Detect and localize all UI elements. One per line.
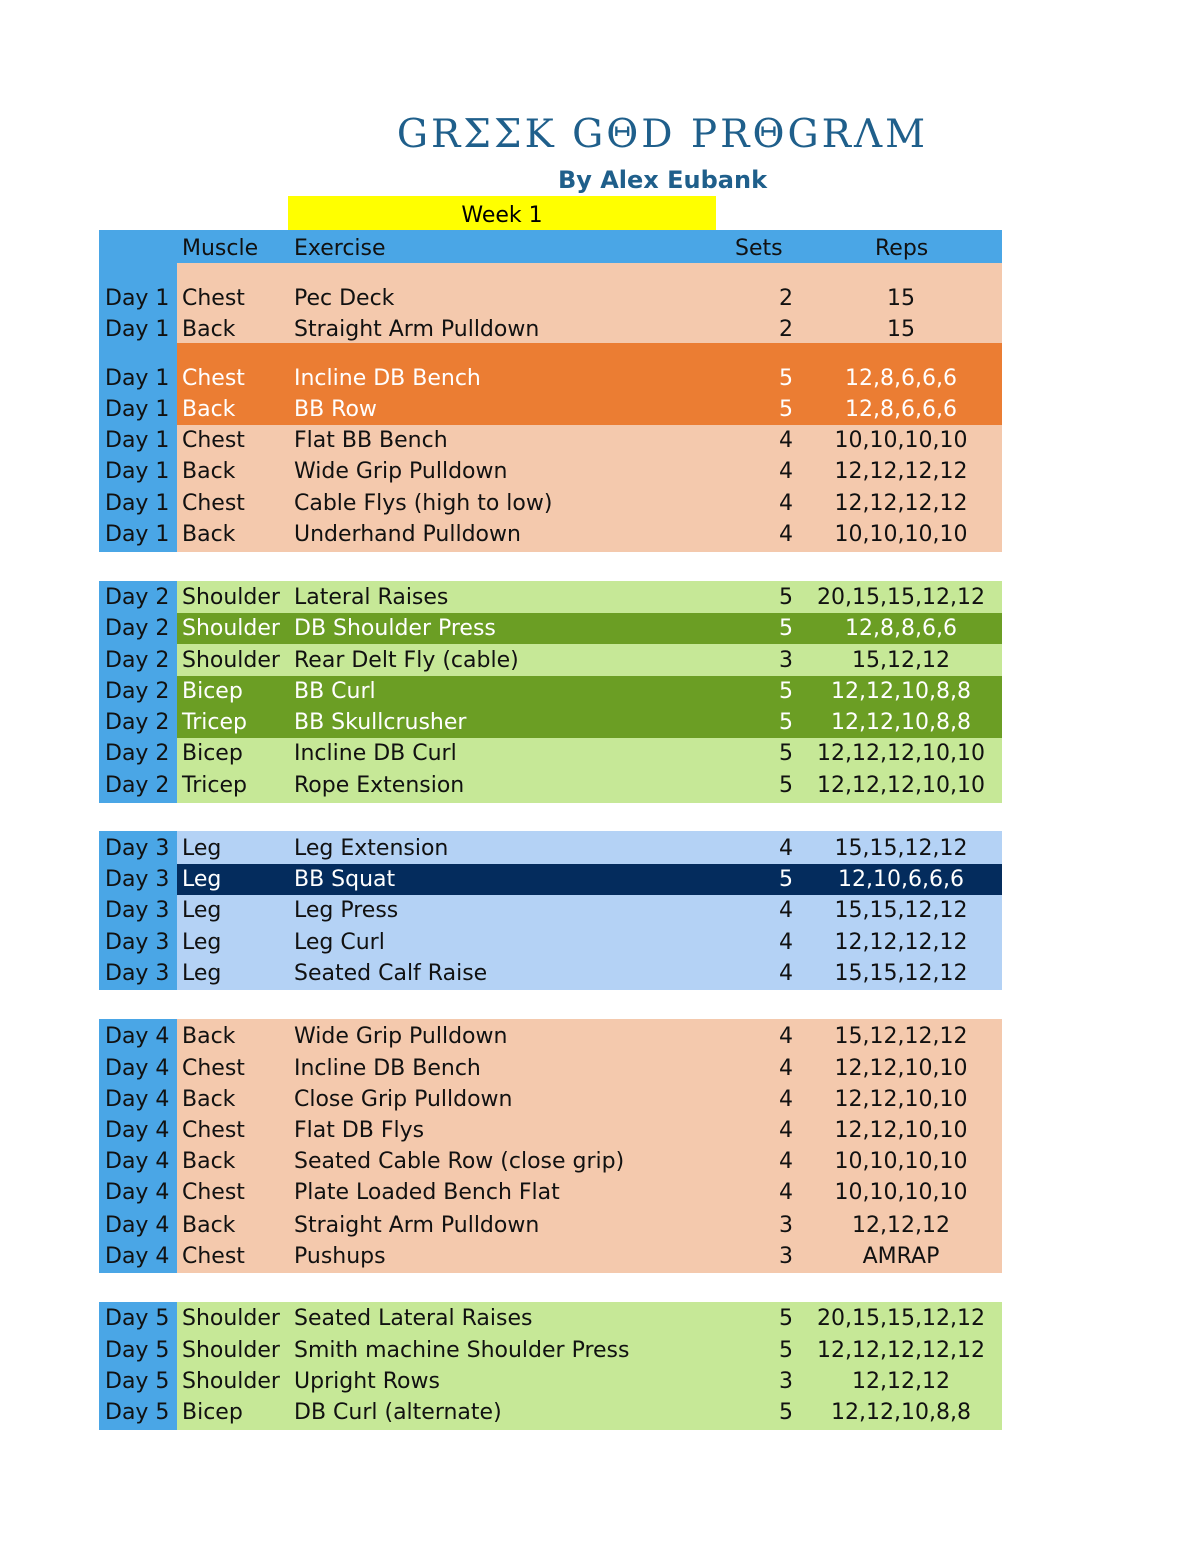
- day-cell: Day 1: [105, 366, 170, 391]
- muscle-cell: Chest: [182, 428, 245, 453]
- reps-cell: 12,12,10,8,8: [831, 710, 971, 735]
- table-row: [99, 425, 1002, 456]
- sets-cell: 4: [779, 1180, 793, 1205]
- reps-cell: 12,8,8,6,6: [845, 616, 957, 641]
- day-group-1: [99, 263, 1002, 552]
- sets-cell: 5: [779, 616, 793, 641]
- table-row: [99, 645, 1002, 676]
- day-cell: Day 4: [105, 1056, 170, 1081]
- sets-cell: 5: [779, 867, 793, 892]
- day-group-5: [99, 1302, 1002, 1430]
- sets-cell: 5: [779, 585, 793, 610]
- table-row: [99, 738, 1002, 769]
- muscle-cell: Back: [182, 522, 236, 547]
- day-cell: Day 3: [105, 836, 170, 861]
- reps-cell: 15,15,12,12: [834, 898, 968, 923]
- sets-cell: 4: [779, 1087, 793, 1112]
- day-cell: Day 1: [105, 317, 170, 342]
- sets-cell: 5: [779, 710, 793, 735]
- sets-cell: 4: [779, 836, 793, 861]
- reps-cell: 12,8,6,6,6: [845, 397, 957, 422]
- exercise-cell: Close Grip Pulldown: [294, 1087, 513, 1112]
- exercise-cell: Cable Flys (high to low): [294, 491, 553, 516]
- exercise-cell: Incline DB Curl: [294, 741, 457, 766]
- sets-cell: 4: [779, 961, 793, 986]
- reps-cell: 12,12,12,12: [834, 491, 968, 516]
- sets-cell: 5: [779, 397, 793, 422]
- reps-cell: 12,12,12,10,10: [817, 773, 985, 798]
- sets-cell: 5: [779, 679, 793, 704]
- day-cell: Day 4: [105, 1024, 170, 1049]
- day-cell: Day 3: [105, 898, 170, 923]
- day-cell: Day 4: [105, 1118, 170, 1143]
- sets-cell: 5: [779, 1400, 793, 1425]
- exercise-cell: BB Row: [294, 397, 377, 422]
- muscle-cell: Back: [182, 1024, 236, 1049]
- day-cell: Day 1: [105, 286, 170, 311]
- exercise-cell: Flat DB Flys: [294, 1118, 425, 1143]
- week-label: Week 1: [288, 196, 716, 230]
- reps-cell: 12,8,6,6,6: [845, 366, 957, 391]
- table-row: [99, 488, 1002, 519]
- day-cell: Day 3: [105, 867, 170, 892]
- author-subtitle: By Alex Eubank: [557, 166, 768, 194]
- table-row: [99, 1177, 1002, 1208]
- table-row: [99, 895, 1002, 926]
- exercise-cell: Leg Curl: [294, 930, 385, 955]
- sets-cell: 4: [779, 491, 793, 516]
- table-row: [99, 1021, 1002, 1052]
- day-cell: Day 4: [105, 1087, 170, 1112]
- table-row: [99, 1241, 1002, 1272]
- table-row: [99, 1397, 1002, 1428]
- exercise-cell: Upright Rows: [294, 1369, 440, 1394]
- sets-cell: 4: [779, 1118, 793, 1143]
- muscle-cell: Back: [182, 1213, 236, 1238]
- muscle-cell: Leg: [182, 961, 222, 986]
- day-cell: Day 4: [105, 1149, 170, 1174]
- muscle-cell: Back: [182, 397, 236, 422]
- reps-cell: 15,12,12: [852, 648, 950, 673]
- day-cell: Day 4: [105, 1180, 170, 1205]
- muscle-cell: Shoulder: [182, 648, 280, 673]
- reps-cell: 12,12,10,8,8: [831, 679, 971, 704]
- exercise-cell: Incline DB Bench: [294, 366, 481, 391]
- muscle-cell: Chest: [182, 1118, 245, 1143]
- reps-cell: 20,15,15,12,12: [817, 1306, 985, 1331]
- day-cell: Day 1: [105, 459, 170, 484]
- muscle-cell: Leg: [182, 867, 222, 892]
- reps-cell: 12,12,10,10: [834, 1118, 968, 1143]
- table-row: [99, 1210, 1002, 1241]
- sets-cell: 4: [779, 1149, 793, 1174]
- exercise-cell: Seated Calf Raise: [294, 961, 488, 986]
- table-row: [99, 314, 1002, 345]
- day-cell: Day 5: [105, 1400, 170, 1425]
- reps-cell: 12,12,12: [852, 1369, 950, 1394]
- header-muscle: Muscle: [182, 236, 259, 261]
- muscle-cell: Leg: [182, 836, 222, 861]
- muscle-cell: Chest: [182, 1244, 245, 1269]
- day-cell: Day 5: [105, 1306, 170, 1331]
- muscle-cell: Shoulder: [182, 585, 280, 610]
- exercise-cell: DB Shoulder Press: [294, 616, 496, 641]
- exercise-cell: BB Skullcrusher: [294, 710, 467, 735]
- exercise-cell: Pushups: [294, 1244, 386, 1269]
- reps-cell: 20,15,15,12,12: [817, 585, 985, 610]
- day-cell: Day 5: [105, 1338, 170, 1363]
- table-row: [99, 770, 1002, 801]
- header-exercise: Exercise: [294, 236, 386, 261]
- day-cell: Day 2: [105, 710, 170, 735]
- exercise-cell: Leg Press: [294, 898, 399, 923]
- day-group-2: [99, 581, 1002, 803]
- sets-cell: 5: [779, 773, 793, 798]
- muscle-cell: Leg: [182, 930, 222, 955]
- exercise-cell: DB Curl (alternate): [294, 1400, 502, 1425]
- reps-cell: 12,12,12: [852, 1213, 950, 1238]
- reps-cell: 12,12,12,12,12: [817, 1338, 985, 1363]
- table-row: [99, 582, 1002, 613]
- day-cell: Day 2: [105, 741, 170, 766]
- sets-cell: 2: [779, 317, 793, 342]
- sets-cell: 4: [779, 522, 793, 547]
- sets-cell: 4: [779, 1056, 793, 1081]
- exercise-cell: Seated Cable Row (close grip): [294, 1149, 625, 1174]
- exercise-cell: BB Curl: [294, 679, 376, 704]
- exercise-cell: Wide Grip Pulldown: [294, 459, 508, 484]
- table-row: [99, 1146, 1002, 1177]
- exercise-cell: Plate Loaded Bench Flat: [294, 1180, 560, 1205]
- table-row: [99, 707, 1002, 738]
- exercise-cell: Incline DB Bench: [294, 1056, 481, 1081]
- table-row: [99, 1053, 1002, 1084]
- reps-cell: 15,12,12,12: [834, 1024, 968, 1049]
- table-row: [99, 676, 1002, 707]
- day-cell: Day 1: [105, 397, 170, 422]
- day-cell: Day 2: [105, 773, 170, 798]
- reps-cell: AMRAP: [862, 1244, 940, 1269]
- reps-cell: 10,10,10,10: [834, 1180, 968, 1205]
- sets-cell: 5: [779, 1306, 793, 1331]
- exercise-cell: Seated Lateral Raises: [294, 1306, 533, 1331]
- sets-cell: 4: [779, 428, 793, 453]
- day-cell: Day 2: [105, 648, 170, 673]
- table-row: [99, 456, 1002, 487]
- reps-cell: 12,12,10,10: [834, 1087, 968, 1112]
- table-row: [99, 1303, 1002, 1334]
- exercise-cell: Pec Deck: [294, 286, 395, 311]
- reps-cell: 10,10,10,10: [834, 1149, 968, 1174]
- reps-cell: 10,10,10,10: [834, 522, 968, 547]
- muscle-cell: Back: [182, 459, 236, 484]
- exercise-cell: Leg Extension: [294, 836, 449, 861]
- table-header: [99, 230, 1002, 263]
- reps-cell: 12,12,12,10,10: [817, 741, 985, 766]
- sets-cell: 5: [779, 366, 793, 391]
- muscle-cell: Tricep: [182, 710, 247, 735]
- reps-cell: 12,12,10,8,8: [831, 1400, 971, 1425]
- exercise-cell: Underhand Pulldown: [294, 522, 521, 547]
- day-cell: Day 3: [105, 930, 170, 955]
- table-row: [99, 864, 1002, 895]
- day-cell: Day 2: [105, 679, 170, 704]
- muscle-cell: Bicep: [182, 679, 243, 704]
- muscle-cell: Chest: [182, 366, 245, 391]
- reps-cell: 15,15,12,12: [834, 961, 968, 986]
- muscle-cell: Shoulder: [182, 1306, 280, 1331]
- exercise-cell: Wide Grip Pulldown: [294, 1024, 508, 1049]
- sets-cell: 5: [779, 1338, 793, 1363]
- muscle-cell: Back: [182, 1149, 236, 1174]
- table-row: [99, 283, 1002, 314]
- muscle-cell: Leg: [182, 898, 222, 923]
- table-row: [99, 927, 1002, 958]
- exercise-cell: Straight Arm Pulldown: [294, 317, 540, 342]
- muscle-cell: Back: [182, 317, 236, 342]
- sets-cell: 3: [779, 1369, 793, 1394]
- exercise-cell: Rope Extension: [294, 773, 465, 798]
- sets-cell: 3: [779, 1244, 793, 1269]
- reps-cell: 15,15,12,12: [834, 836, 968, 861]
- day-cell: Day 1: [105, 522, 170, 547]
- muscle-cell: Bicep: [182, 1400, 243, 1425]
- muscle-cell: Chest: [182, 1056, 245, 1081]
- day-group-4: [99, 1019, 1002, 1273]
- reps-cell: 12,12,10,10: [834, 1056, 968, 1081]
- sets-cell: 5: [779, 741, 793, 766]
- exercise-cell: Lateral Raises: [294, 585, 449, 610]
- exercise-cell: Flat BB Bench: [294, 428, 448, 453]
- exercise-cell: Smith machine Shoulder Press: [294, 1338, 630, 1363]
- table-row: [99, 833, 1002, 864]
- table-row: [99, 1115, 1002, 1146]
- day-cell: Day 2: [105, 585, 170, 610]
- day-cell: Day 1: [105, 428, 170, 453]
- day-group-3: [99, 831, 1002, 990]
- muscle-cell: Shoulder: [182, 616, 280, 641]
- sets-cell: 4: [779, 898, 793, 923]
- reps-cell: 12,12,12,12: [834, 930, 968, 955]
- exercise-cell: BB Squat: [294, 867, 396, 892]
- sets-cell: 2: [779, 286, 793, 311]
- muscle-cell: Shoulder: [182, 1338, 280, 1363]
- day-cell: Day 4: [105, 1213, 170, 1238]
- header-reps: Reps: [875, 236, 929, 261]
- muscle-cell: Chest: [182, 286, 245, 311]
- day-cell: Day 3: [105, 961, 170, 986]
- day-cell: Day 5: [105, 1369, 170, 1394]
- reps-cell: 10,10,10,10: [834, 428, 968, 453]
- day-cell: Day 1: [105, 491, 170, 516]
- sets-cell: 4: [779, 459, 793, 484]
- reps-cell: 15: [887, 317, 915, 342]
- day-cell: Day 4: [105, 1244, 170, 1269]
- day-cell: Day 2: [105, 616, 170, 641]
- table-row: [99, 1084, 1002, 1115]
- table-row: [99, 1366, 1002, 1397]
- muscle-cell: Tricep: [182, 773, 247, 798]
- header-sets: Sets: [735, 236, 783, 261]
- exercise-cell: Straight Arm Pulldown: [294, 1213, 540, 1238]
- muscle-cell: Chest: [182, 1180, 245, 1205]
- reps-cell: 12,10,6,6,6: [838, 867, 964, 892]
- table-row: [99, 363, 1002, 394]
- reps-cell: 15: [887, 286, 915, 311]
- reps-cell: 12,12,12,12: [834, 459, 968, 484]
- muscle-cell: Bicep: [182, 741, 243, 766]
- sets-cell: 4: [779, 930, 793, 955]
- table-row: [99, 519, 1002, 550]
- table-row: [99, 1335, 1002, 1366]
- sets-cell: 4: [779, 1024, 793, 1049]
- page-title: GRΣΣK GΘD PRΘGRΛM: [396, 112, 929, 157]
- muscle-cell: Shoulder: [182, 1369, 280, 1394]
- table-row: [99, 613, 1002, 644]
- exercise-cell: Rear Delt Fly (cable): [294, 648, 519, 673]
- sets-cell: 3: [779, 1213, 793, 1238]
- muscle-cell: Chest: [182, 491, 245, 516]
- table-row: [99, 958, 1002, 989]
- sets-cell: 3: [779, 648, 793, 673]
- muscle-cell: Back: [182, 1087, 236, 1112]
- table-row: [99, 394, 1002, 425]
